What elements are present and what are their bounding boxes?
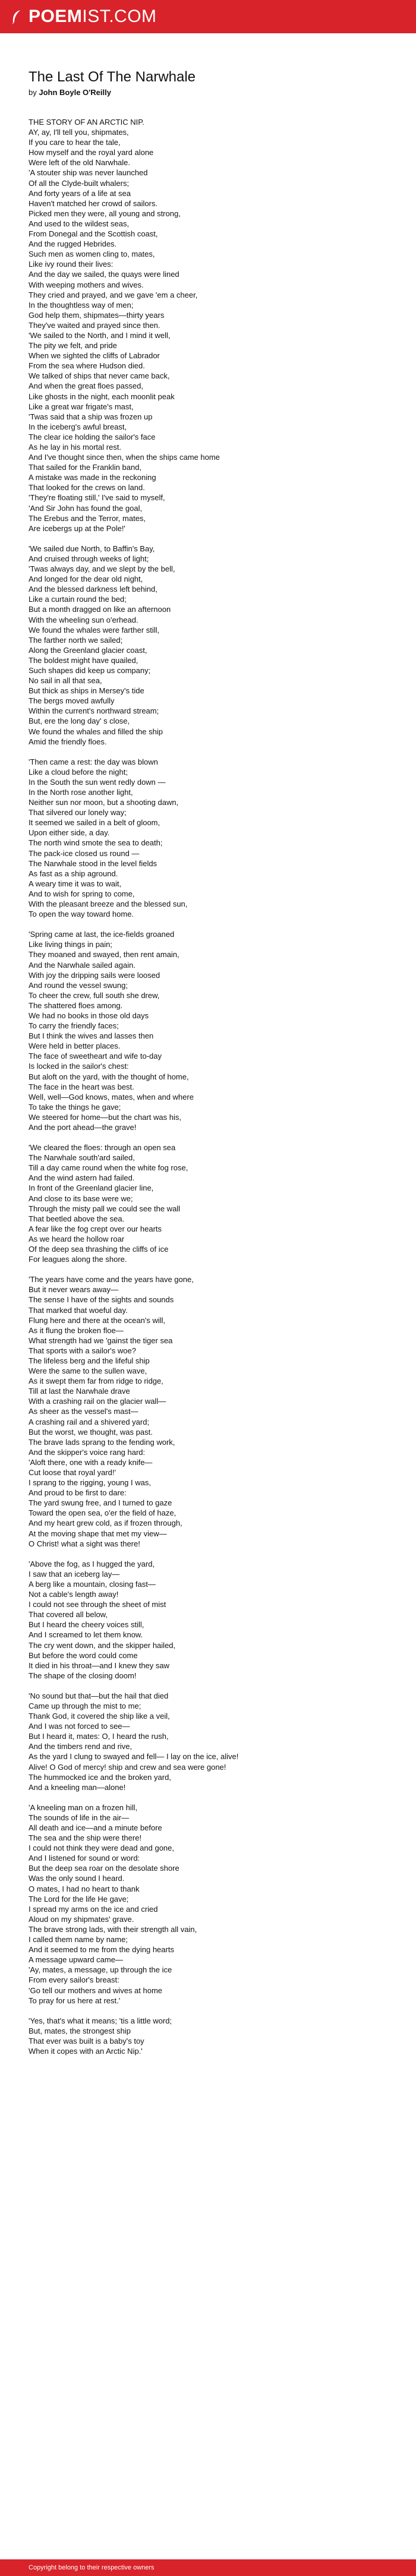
poem-line: The Narwhale south'ard sailed, xyxy=(29,1153,135,1163)
poem-line: Like ghosts in the night, each moonlit peak xyxy=(29,392,175,401)
poem-line: Till a day came round when the white fog rose, xyxy=(29,1163,188,1173)
poem-line: Like living things in pain; xyxy=(29,940,112,949)
poem-line: Neither sun nor moon, but a shooting dawn, xyxy=(29,798,179,807)
poem-line: Within the current's northward stream; xyxy=(29,706,159,716)
poem-line: The pack-ice closed us round — xyxy=(29,848,140,858)
poem-line: All death and ice—and a minute before xyxy=(29,1823,162,1832)
author-link[interactable]: John Boyle O'Reilly xyxy=(39,88,111,97)
poem-line: And used to the wildest seas, xyxy=(29,219,130,228)
poem-line: And I've thought since then, when the ships came home xyxy=(29,453,220,462)
poem-line: How myself and the royal yard alone xyxy=(29,148,154,157)
poem-line: Not a cable's length away! xyxy=(29,1590,119,1599)
poem-line: I saw that an iceberg lay— xyxy=(29,1569,120,1579)
poem-line: Along the Greenland glacier coast, xyxy=(29,645,147,655)
poem-line: The Narwhale stood in the level fields xyxy=(29,858,157,868)
poem-line: AY, ay, I'll tell you, shipmates, xyxy=(29,128,129,137)
poem-line: That covered all below, xyxy=(29,1610,108,1620)
poem-line: That looked for the crews on land. xyxy=(29,483,145,493)
poem-line: It seemed we sailed in a belt of gloom, xyxy=(29,818,160,828)
poem-line: To cheer the crew, full south she drew, xyxy=(29,990,160,1000)
poem-line: Through the misty pall we could see the wall xyxy=(29,1204,181,1213)
poem-line: But the deep sea roar on the desolate shore xyxy=(29,1864,179,1873)
poem-line: But aloft on the yard, with the thought of home, xyxy=(29,1072,189,1081)
poem-line: We had no books in those old days xyxy=(29,1011,149,1020)
poem-line: And to wish for spring to come, xyxy=(29,889,135,898)
poem-line: 'Spring came at last, the ice-fields groaned xyxy=(29,930,175,939)
poem-line: What strength had we 'gainst the tiger sea xyxy=(29,1336,173,1345)
poem-line: To carry the friendly faces; xyxy=(29,1021,119,1031)
poem-line: With weeping mothers and wives. xyxy=(29,280,144,289)
poem-line: And close to its base were we; xyxy=(29,1194,133,1203)
poem-line: 'We sailed to the North, and I mind it well, xyxy=(29,330,171,340)
poem-line: Such shapes did keep us company; xyxy=(29,665,151,675)
by-label: by xyxy=(29,88,37,97)
poem-line: As we heard the hollow roar xyxy=(29,1234,125,1243)
poem-line: The sounds of life in the air— xyxy=(29,1813,130,1822)
poem-line: No sail in all that sea, xyxy=(29,676,102,686)
poem-line: Were held in better places. xyxy=(29,1041,121,1051)
poem-line: Were the same to the sullen wave, xyxy=(29,1366,147,1376)
poem-line: That sailed for the Franklin band, xyxy=(29,463,142,472)
poem-line: The face in the heart was best. xyxy=(29,1082,134,1091)
poem-line: The brave lads sprang to the fending work, xyxy=(29,1437,175,1447)
poem-line: 'Twas always day, and we slept by the bell, xyxy=(29,564,175,574)
poem-line: But, ere the long day' s close, xyxy=(29,716,130,726)
poem-line: But before the word could come xyxy=(29,1650,138,1660)
poem-line: Flung here and there at the ocean's will, xyxy=(29,1315,166,1325)
poem-line: From Donegal and the Scottish coast, xyxy=(29,229,158,239)
poem-line: As it swept them far from ridge to ridge, xyxy=(29,1377,163,1386)
poem-line: Of all the Clyde-built whalers; xyxy=(29,178,130,188)
poem-line: We talked of ships that never came back, xyxy=(29,371,170,381)
poem-line: With the wheeling sun o'erhead. xyxy=(29,615,138,624)
poem-line: Like a great war frigate's mast, xyxy=(29,402,134,411)
poem-line: To pray for us here at rest.' xyxy=(29,1996,121,2005)
poem-line: Was the only sound I heard. xyxy=(29,1874,125,1883)
poem-line: But I think the wives and lasses then xyxy=(29,1031,154,1041)
poem-line: And the port ahead—the grave! xyxy=(29,1123,137,1132)
poem-line: 'We sailed due North, to Baffin's Bay, xyxy=(29,544,155,553)
poem-line: The clear ice holding the sailor's face xyxy=(29,432,156,441)
poem-line: Like ivy round their lives: xyxy=(29,260,114,269)
stanza xyxy=(29,117,387,533)
poem-line: They cried and prayed, and we gave 'em a cheer, xyxy=(29,290,198,299)
poem-line: Picked men they were, all young and strong, xyxy=(29,209,181,218)
poem-line: Such men as women cling to, mates, xyxy=(29,250,155,259)
poem-line: 'Twas said that a ship was frozen up xyxy=(29,412,153,421)
poem-line: And a kneeling man—alone! xyxy=(29,1782,126,1792)
poem-line: And I screamed to let them know. xyxy=(29,1630,143,1640)
poem-line: Cut loose that royal yard!' xyxy=(29,1468,116,1477)
poem-line: In the North rose another light, xyxy=(29,788,133,797)
poem-line: As fast as a ship aground. xyxy=(29,869,118,878)
poem-line: The shattered floes among. xyxy=(29,1000,123,1010)
poem-line: Came up through the mist to me; xyxy=(29,1701,141,1710)
stanza xyxy=(29,757,387,920)
poem-line: Upon either side, a day. xyxy=(29,828,110,838)
stanza xyxy=(29,1691,387,1792)
poem-line: At the moving shape that met my view— xyxy=(29,1529,167,1538)
poem-line: Were left of the old Narwhale. xyxy=(29,158,131,168)
poem-line: The lifeless berg and the lifeful ship xyxy=(29,1356,150,1365)
poem-line: I spread my arms on the ice and cried xyxy=(29,1904,158,1914)
poem-line: The pity we felt, and pride xyxy=(29,341,117,351)
poem-line: If you care to hear the tale, xyxy=(29,138,121,147)
poem-line: With joy the dripping sails were loosed xyxy=(29,970,160,980)
poem-line: THE STORY OF AN ARCTIC NIP. xyxy=(29,118,144,127)
poem-line: Amid the friendly floes. xyxy=(29,737,107,746)
poem-line: I sprang to the rigging, young I was, xyxy=(29,1478,151,1488)
poem-line: That sports with a sailor's woe? xyxy=(29,1346,136,1355)
logo-text-strong: POEM xyxy=(29,7,83,26)
poem-line: And cruised through weeks of light; xyxy=(29,554,149,563)
poem-line: As the yard I clung to swayed and fell— I lay on the ice, alive! xyxy=(29,1752,239,1761)
poem-line: And my heart grew cold, as if frozen through, xyxy=(29,1519,182,1528)
poem-line: The Erebus and the Terror, mates, xyxy=(29,513,146,523)
poem-line: And when the great floes passed, xyxy=(29,381,143,391)
poem-line: And the skipper's voice rang hard: xyxy=(29,1447,146,1457)
poem-line: And round the vessel swung; xyxy=(29,980,128,990)
poem-container xyxy=(0,33,416,2056)
poem-line: Aloud on my shipmates' grave. xyxy=(29,1914,134,1924)
poem-line: With the pleasant breeze and the blessed sun, xyxy=(29,899,188,909)
stanza xyxy=(29,929,387,1132)
poem-line: Well, well—God knows, mates, when and where xyxy=(29,1092,194,1101)
poem-line: As he lay in his mortal rest. xyxy=(29,443,122,452)
poem-line: 'No sound but that—but the hail that died xyxy=(29,1691,169,1700)
poem-line: 'The years have come and the years have gone, xyxy=(29,1275,194,1284)
poem-line: 'Above the fog, as I hugged the yard, xyxy=(29,1559,155,1568)
poem-line: O mates, I had no heart to thank xyxy=(29,1884,140,1893)
poem-line: The farther north we sailed; xyxy=(29,635,123,645)
poem-line: And I was not forced to see— xyxy=(29,1722,130,1731)
poem-line: 'Yes, that's what it means; 'tis a little word; xyxy=(29,2016,172,2025)
poem-title: The Last Of The Narwhale xyxy=(29,69,196,85)
poem-line: The brave strong lads, with their strength all vain, xyxy=(29,1924,197,1934)
poem-line: It died in his throat—and I knew they saw xyxy=(29,1660,170,1670)
poem-line: And the day we sailed, the quays were lined xyxy=(29,270,179,279)
poem-line: And longed for the dear old night, xyxy=(29,574,143,584)
stanza xyxy=(29,544,387,747)
site-logo[interactable] xyxy=(8,7,157,27)
poem-line: And the Narwhale sailed again. xyxy=(29,960,135,970)
poem-line: Of the deep sea thrashing the cliffs of ice xyxy=(29,1245,169,1254)
poem-line: But a month dragged on like an afternoon xyxy=(29,605,171,614)
copyright-text: Copyright belong to their respective owners xyxy=(29,2564,155,2571)
poem-line: The north wind smote the sea to death; xyxy=(29,838,163,848)
poem-line: That beetled above the sea. xyxy=(29,1214,125,1223)
poem-line: Is locked in the sailor's chest: xyxy=(29,1062,129,1071)
poem-line: A weary time it was to wait, xyxy=(29,879,122,888)
poem-body xyxy=(29,117,387,2056)
poem-line: We steered for home—but the chart was his, xyxy=(29,1112,181,1122)
poem-line: And it seemed to me from the dying hearts xyxy=(29,1945,174,1955)
poem-line: When it copes with an Arctic Nip.' xyxy=(29,2046,143,2056)
poem-line: Like a curtain round the bed; xyxy=(29,595,127,604)
poem-line: Are icebergs up at the Pole!' xyxy=(29,523,125,533)
poem-line: But it never wears away— xyxy=(29,1285,119,1295)
poem-line: And the timbers rend and rive, xyxy=(29,1742,133,1751)
poem-line: From every sailor's breast: xyxy=(29,1975,119,1985)
poem-line: The boldest might have quailed, xyxy=(29,655,138,665)
poem-line: For leagues along the shore. xyxy=(29,1255,127,1264)
poem-line: A mistake was made in the reckoning xyxy=(29,473,156,482)
poem-line: And I listened for sound or word: xyxy=(29,1854,140,1863)
poem-line: In the iceberg's awful breast, xyxy=(29,422,127,431)
poem-line: In the thoughtless way of men; xyxy=(29,300,134,310)
poem-line: 'A kneeling man on a frozen hill, xyxy=(29,1802,138,1812)
poem-line: A fear like the fog crept over our hearts xyxy=(29,1224,162,1233)
poem-line: Till at last the Narwhale drave xyxy=(29,1387,130,1396)
poem-line: The cry went down, and the skipper hailed, xyxy=(29,1640,176,1650)
poem-line: The hummocked ice and the broken yard, xyxy=(29,1772,171,1782)
poem-line: And the blessed darkness left behind, xyxy=(29,585,157,594)
poem-line: That marked that woeful day. xyxy=(29,1305,128,1315)
poem-line: 'They're floating still,' I've said to myself, xyxy=(29,493,165,503)
poem-line: The Lord for the life He gave; xyxy=(29,1894,129,1903)
logo-text-light: IST.COM xyxy=(82,7,157,26)
poem-line: 'Ay, mates, a message, up through the ice xyxy=(29,1965,172,1975)
poem-line: They've waited and prayed since then. xyxy=(29,320,160,330)
poem-line: God help them, shipmates—thirty years xyxy=(29,310,165,320)
poem-line: A crashing rail and a shivered yard; xyxy=(29,1417,150,1426)
poem-line: But I heard the cheery voices still, xyxy=(29,1620,144,1630)
poem-line: O Christ! what a sight was there! xyxy=(29,1539,140,1548)
stanza xyxy=(29,1802,387,2006)
poem-line: And proud to be first to dare: xyxy=(29,1488,127,1498)
stanza xyxy=(29,2016,387,2056)
quill-pen-icon xyxy=(8,8,25,25)
poem-line: Like a cloud before the night; xyxy=(29,767,128,776)
poem-line: But the worst, we thought, was past. xyxy=(29,1427,153,1437)
poem-line: 'Go tell our mothers and wives at home xyxy=(29,1985,163,1995)
poem-line: The bergs moved awfully xyxy=(29,696,115,706)
poem-line: They moaned and swayed, then rent amain, xyxy=(29,950,179,959)
poem-line: I could not see through the sheet of mist xyxy=(29,1600,166,1609)
poem-line: Toward the open sea, o'er the field of haze, xyxy=(29,1508,177,1518)
poem-line: 'Aloft there, one with a ready knife— xyxy=(29,1457,153,1467)
poem-line: 'And Sir John has found the goal, xyxy=(29,503,143,513)
poem-line: A berg like a mountain, closing fast— xyxy=(29,1579,156,1589)
poem-line: To take the things he gave; xyxy=(29,1102,121,1112)
stanza xyxy=(29,1142,387,1264)
poem-line: We found the whales and filled the ship xyxy=(29,727,163,736)
poem-line: The sense I have of the sights and sounds xyxy=(29,1295,174,1305)
poem-line: From the sea where Hudson died. xyxy=(29,361,145,371)
poem-line: The shape of the closing doom! xyxy=(29,1671,137,1680)
poem-line: And the wind astern had failed. xyxy=(29,1173,135,1183)
stanza xyxy=(29,1559,387,1681)
stanza xyxy=(29,1274,387,1549)
poem-line: 'A stouter ship was never launched xyxy=(29,168,148,178)
site-footer xyxy=(0,2559,416,2576)
poem-line: And forty years of a life at sea xyxy=(29,188,131,198)
poem-line: When we sighted the cliffs of Labrador xyxy=(29,351,160,361)
poem-line: To open the way toward home. xyxy=(29,910,134,919)
poem-line: We found the whales were farther still, xyxy=(29,625,160,634)
poem-line: The face of sweetheart and wife to-day xyxy=(29,1052,162,1061)
poem-line: In the South the sun went redly down — xyxy=(29,777,166,787)
poem-line: But I heard it, mates: O, I heard the rush, xyxy=(29,1732,169,1741)
poem-line: 'Then came a rest: the day was blown xyxy=(29,757,158,766)
poem-line: I called them name by name; xyxy=(29,1935,128,1944)
poem-byline xyxy=(29,88,387,97)
poem-line: As it flung the broken floe— xyxy=(29,1325,124,1335)
poem-line: Alive! O God of mercy! ship and crew and sea were gone! xyxy=(29,1762,226,1772)
poem-line: With a crashing rail on the glacier wall— xyxy=(29,1397,166,1406)
poem-line: 'We cleared the floes: through an open sea xyxy=(29,1143,176,1153)
site-header xyxy=(0,0,416,33)
poem-line: In front of the Greenland glacier line, xyxy=(29,1183,154,1193)
poem-line: But thick as ships in Mersey's tide xyxy=(29,686,144,696)
poem-line: A message upward came— xyxy=(29,1955,123,1965)
poem-line: Haven't matched her crowd of sailors. xyxy=(29,198,158,208)
poem-line: That ever was built is a baby's toy xyxy=(29,2036,144,2045)
poem-line: And the rugged Hebrides. xyxy=(29,239,117,249)
poem-line: The yard swung free, and I turned to gaze xyxy=(29,1498,172,1508)
poem-line: That silvered our lonely way; xyxy=(29,808,127,817)
poem-line: Thank God, it covered the ship like a veil, xyxy=(29,1712,170,1721)
poem-line: I could not think they were dead and gone, xyxy=(29,1843,175,1853)
poem-line: But, mates, the strongest ship xyxy=(29,2026,131,2035)
poem-line: The sea and the ship were there! xyxy=(29,1833,142,1843)
poem-line: As sheer as the vessel's mast— xyxy=(29,1407,138,1416)
